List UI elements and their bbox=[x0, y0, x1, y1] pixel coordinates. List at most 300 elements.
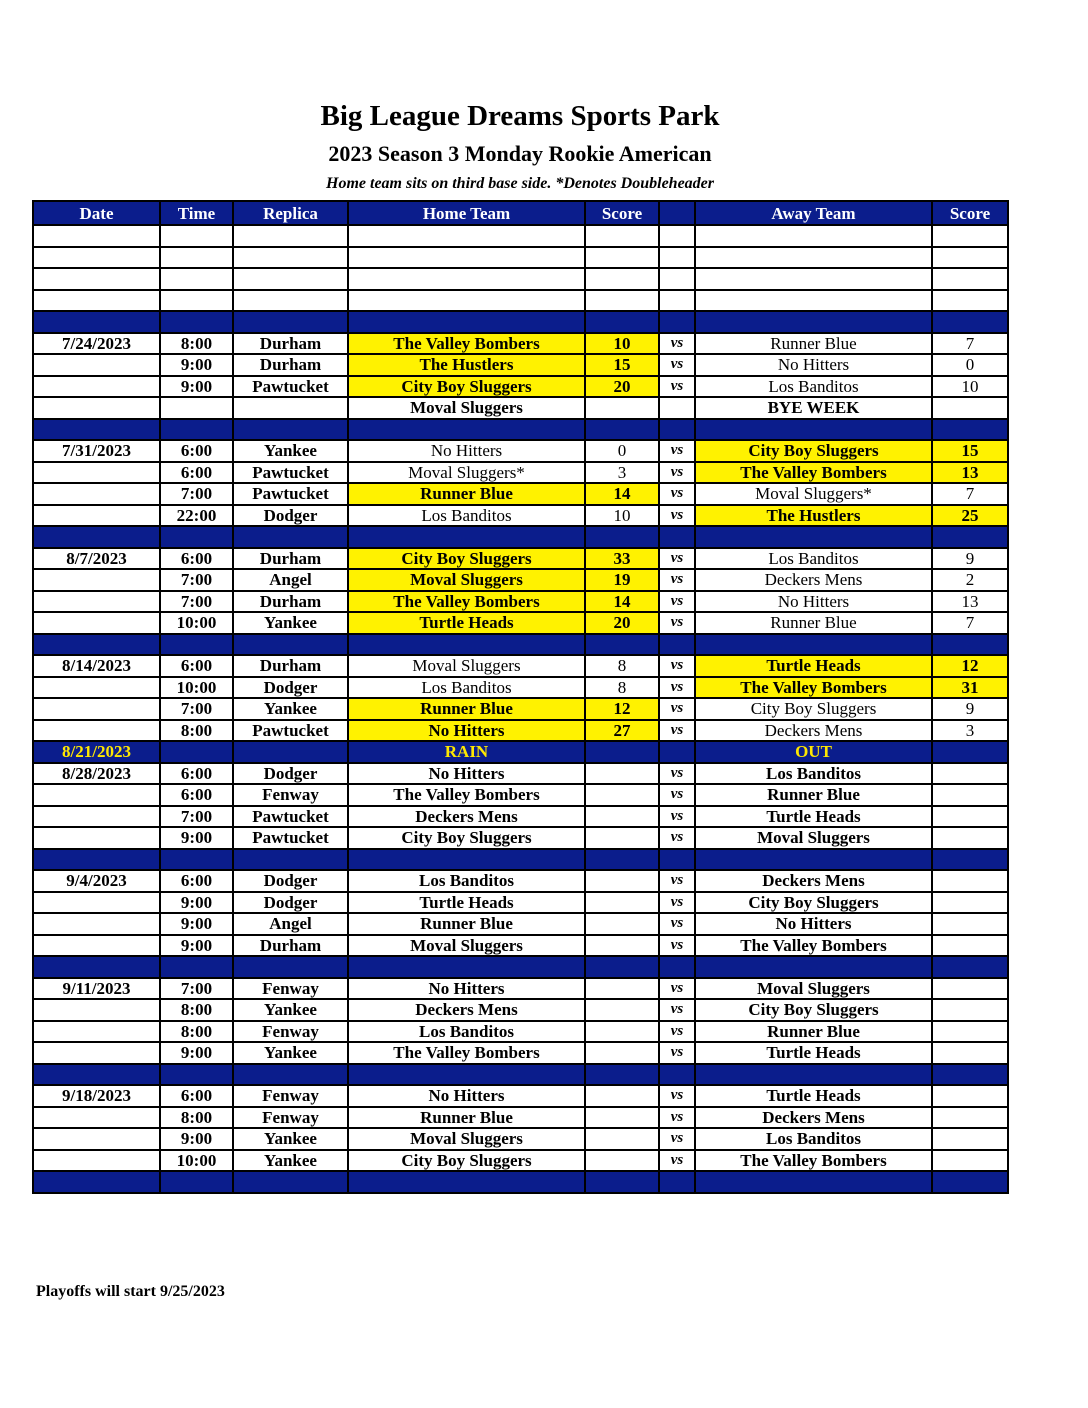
away-score-cell: 12 bbox=[932, 655, 1008, 677]
away-team-cell: Moval Sluggers* bbox=[695, 483, 932, 505]
date-cell bbox=[33, 806, 160, 828]
table-row bbox=[33, 935, 1008, 957]
away-team-cell bbox=[695, 247, 932, 269]
away-score-cell bbox=[932, 784, 1008, 806]
schedule-body bbox=[33, 225, 1008, 1193]
vs-cell: vs bbox=[659, 698, 695, 720]
home-team-cell: Turtle Heads bbox=[348, 612, 585, 634]
home-team-cell: The Hustlers bbox=[348, 354, 585, 376]
away-team-cell: City Boy Sluggers bbox=[695, 440, 932, 462]
vs-cell: vs bbox=[659, 999, 695, 1021]
empty-row bbox=[33, 225, 1008, 247]
field-cell: Angel bbox=[233, 569, 348, 591]
field-cell: Pawtucket bbox=[233, 376, 348, 398]
away-team-cell: No Hitters bbox=[695, 354, 932, 376]
time-cell bbox=[160, 956, 233, 978]
field-cell: Dodger bbox=[233, 677, 348, 699]
away-team-cell bbox=[695, 956, 932, 978]
field-cell: Yankee bbox=[233, 1150, 348, 1172]
time-cell: 9:00 bbox=[160, 892, 233, 914]
date-cell: 7/31/2023 bbox=[33, 440, 160, 462]
vs-cell: vs bbox=[659, 784, 695, 806]
table-row bbox=[33, 870, 1008, 892]
away-score-cell bbox=[932, 526, 1008, 548]
date-cell bbox=[33, 720, 160, 742]
table-row bbox=[33, 1150, 1008, 1172]
vs-cell: vs bbox=[659, 935, 695, 957]
home-team-cell: Los Banditos bbox=[348, 505, 585, 527]
date-cell bbox=[33, 1171, 160, 1193]
page-title: Big League Dreams Sports Park bbox=[320, 100, 720, 132]
home-team-cell bbox=[348, 225, 585, 247]
home-team-cell: City Boy Sluggers bbox=[348, 1150, 585, 1172]
table-row bbox=[33, 1107, 1008, 1129]
separator-row bbox=[33, 1171, 1008, 1193]
table-row bbox=[33, 462, 1008, 484]
away-team-cell: Deckers Mens bbox=[695, 569, 932, 591]
date-cell bbox=[33, 1064, 160, 1086]
field-cell bbox=[233, 849, 348, 871]
time-cell: 6:00 bbox=[160, 655, 233, 677]
date-cell bbox=[33, 225, 160, 247]
away-score-cell bbox=[932, 290, 1008, 312]
time-cell: 9:00 bbox=[160, 913, 233, 935]
separator-row bbox=[33, 634, 1008, 656]
time-cell: 9:00 bbox=[160, 827, 233, 849]
home-team-cell: City Boy Sluggers bbox=[348, 827, 585, 849]
date-cell bbox=[33, 612, 160, 634]
date-cell bbox=[33, 935, 160, 957]
home-team-cell: No Hitters bbox=[348, 763, 585, 785]
away-team-cell: No Hitters bbox=[695, 591, 932, 613]
date-cell bbox=[33, 1150, 160, 1172]
field-cell: Fenway bbox=[233, 1085, 348, 1107]
table-row bbox=[33, 784, 1008, 806]
time-cell: 7:00 bbox=[160, 591, 233, 613]
away-score-cell bbox=[932, 225, 1008, 247]
field-cell: Yankee bbox=[233, 698, 348, 720]
page-note: Home team sits on third base side. *Denotes Doubleheader bbox=[326, 175, 714, 192]
away-score-cell bbox=[932, 1042, 1008, 1064]
away-team-cell: Los Banditos bbox=[695, 376, 932, 398]
time-cell: 9:00 bbox=[160, 354, 233, 376]
away-team-cell: City Boy Sluggers bbox=[695, 698, 932, 720]
time-cell bbox=[160, 634, 233, 656]
field-cell: Durham bbox=[233, 655, 348, 677]
table-row bbox=[33, 376, 1008, 398]
away-team-cell: Turtle Heads bbox=[695, 1042, 932, 1064]
vs-cell: vs bbox=[659, 1107, 695, 1129]
field-cell: Durham bbox=[233, 333, 348, 355]
home-score-cell: 27 bbox=[585, 720, 659, 742]
home-score-cell: 8 bbox=[585, 655, 659, 677]
home-team-cell: Moval Sluggers bbox=[348, 397, 585, 419]
away-score-cell bbox=[932, 1171, 1008, 1193]
date-cell bbox=[33, 376, 160, 398]
away-score-cell: 7 bbox=[932, 483, 1008, 505]
date-cell: 8/14/2023 bbox=[33, 655, 160, 677]
away-score-cell: 9 bbox=[932, 548, 1008, 570]
home-team-cell bbox=[348, 268, 585, 290]
home-score-cell: 20 bbox=[585, 376, 659, 398]
date-cell bbox=[33, 913, 160, 935]
away-team-cell: Runner Blue bbox=[695, 784, 932, 806]
empty-row bbox=[33, 290, 1008, 312]
field-cell: Yankee bbox=[233, 1042, 348, 1064]
home-score-cell bbox=[585, 913, 659, 935]
field-cell: Pawtucket bbox=[233, 827, 348, 849]
home-team-cell: Deckers Mens bbox=[348, 999, 585, 1021]
away-score-cell bbox=[932, 1021, 1008, 1043]
away-score-cell bbox=[932, 806, 1008, 828]
home-team-cell: Los Banditos bbox=[348, 870, 585, 892]
table-row bbox=[33, 677, 1008, 699]
away-team-cell: Moval Sluggers bbox=[695, 978, 932, 1000]
table-row bbox=[33, 397, 1008, 419]
home-team-cell: The Valley Bombers bbox=[348, 333, 585, 355]
away-team-cell: City Boy Sluggers bbox=[695, 892, 932, 914]
field-cell: Fenway bbox=[233, 1021, 348, 1043]
date-cell bbox=[33, 634, 160, 656]
field-cell: Durham bbox=[233, 591, 348, 613]
time-cell: 6:00 bbox=[160, 870, 233, 892]
vs-cell: vs bbox=[659, 1021, 695, 1043]
home-score-cell: 15 bbox=[585, 354, 659, 376]
away-team-cell: Runner Blue bbox=[695, 333, 932, 355]
playoffs-note: Playoffs will start 9/25/2023 bbox=[36, 1283, 225, 1300]
away-score-cell: 2 bbox=[932, 569, 1008, 591]
date-cell: 8/28/2023 bbox=[33, 763, 160, 785]
away-score-cell bbox=[932, 268, 1008, 290]
away-team-cell: Deckers Mens bbox=[695, 720, 932, 742]
table-row bbox=[33, 892, 1008, 914]
field-cell bbox=[233, 526, 348, 548]
date-cell bbox=[33, 505, 160, 527]
vs-cell: vs bbox=[659, 1042, 695, 1064]
field-cell: Yankee bbox=[233, 440, 348, 462]
away-team-cell: Turtle Heads bbox=[695, 806, 932, 828]
home-score-cell bbox=[585, 806, 659, 828]
away-score-cell bbox=[932, 956, 1008, 978]
vs-cell: vs bbox=[659, 677, 695, 699]
home-team-cell: RAIN bbox=[348, 741, 585, 763]
home-team-cell bbox=[348, 1064, 585, 1086]
field-cell: Dodger bbox=[233, 892, 348, 914]
vs-cell: vs bbox=[659, 483, 695, 505]
vs-cell: vs bbox=[659, 806, 695, 828]
home-score-cell bbox=[585, 784, 659, 806]
away-team-cell bbox=[695, 526, 932, 548]
vs-cell: vs bbox=[659, 827, 695, 849]
home-team-cell: Runner Blue bbox=[348, 913, 585, 935]
date-cell bbox=[33, 591, 160, 613]
home-score-cell bbox=[585, 1150, 659, 1172]
vs-cell: vs bbox=[659, 870, 695, 892]
away-team-cell: Runner Blue bbox=[695, 612, 932, 634]
away-score-cell: 13 bbox=[932, 462, 1008, 484]
home-team-cell bbox=[348, 311, 585, 333]
field-cell: Yankee bbox=[233, 612, 348, 634]
field-cell: Durham bbox=[233, 354, 348, 376]
vs-cell bbox=[659, 311, 695, 333]
vs-cell: vs bbox=[659, 376, 695, 398]
vs-cell bbox=[659, 849, 695, 871]
time-cell bbox=[160, 526, 233, 548]
away-team-cell: No Hitters bbox=[695, 913, 932, 935]
away-score-cell bbox=[932, 870, 1008, 892]
home-team-cell: Runner Blue bbox=[348, 483, 585, 505]
time-cell: 6:00 bbox=[160, 784, 233, 806]
home-score-cell: 19 bbox=[585, 569, 659, 591]
page-subtitle: 2023 Season 3 Monday Rookie American bbox=[328, 141, 712, 166]
time-cell: 9:00 bbox=[160, 1042, 233, 1064]
field-cell bbox=[233, 741, 348, 763]
time-cell bbox=[160, 247, 233, 269]
away-team-cell: Turtle Heads bbox=[695, 655, 932, 677]
home-score-cell bbox=[585, 634, 659, 656]
vs-cell: vs bbox=[659, 354, 695, 376]
home-score-cell: 3 bbox=[585, 462, 659, 484]
away-team-cell: The Hustlers bbox=[695, 505, 932, 527]
field-cell bbox=[233, 225, 348, 247]
away-team-cell bbox=[695, 1171, 932, 1193]
home-team-cell bbox=[348, 634, 585, 656]
away-team-cell bbox=[695, 225, 932, 247]
home-team-cell: No Hitters bbox=[348, 720, 585, 742]
away-team-cell: City Boy Sluggers bbox=[695, 999, 932, 1021]
home-team-cell: Moval Sluggers bbox=[348, 569, 585, 591]
rainout-row bbox=[33, 741, 1008, 763]
home-score-cell bbox=[585, 1021, 659, 1043]
col-away-team: Away Team bbox=[695, 201, 932, 225]
home-team-cell: The Valley Bombers bbox=[348, 784, 585, 806]
date-cell bbox=[33, 1042, 160, 1064]
date-cell bbox=[33, 354, 160, 376]
vs-cell: vs bbox=[659, 462, 695, 484]
date-cell: 9/4/2023 bbox=[33, 870, 160, 892]
date-cell: 9/11/2023 bbox=[33, 978, 160, 1000]
away-team-cell: The Valley Bombers bbox=[695, 1150, 932, 1172]
time-cell: 9:00 bbox=[160, 1128, 233, 1150]
field-cell bbox=[233, 247, 348, 269]
home-score-cell bbox=[585, 978, 659, 1000]
away-score-cell bbox=[932, 634, 1008, 656]
home-score-cell bbox=[585, 1042, 659, 1064]
away-score-cell: 9 bbox=[932, 698, 1008, 720]
home-team-cell: Los Banditos bbox=[348, 677, 585, 699]
time-cell bbox=[160, 397, 233, 419]
time-cell: 7:00 bbox=[160, 978, 233, 1000]
away-score-cell bbox=[932, 999, 1008, 1021]
date-cell bbox=[33, 268, 160, 290]
date-cell bbox=[33, 483, 160, 505]
date-cell bbox=[33, 677, 160, 699]
time-cell: 8:00 bbox=[160, 999, 233, 1021]
date-cell bbox=[33, 784, 160, 806]
field-cell: Angel bbox=[233, 913, 348, 935]
away-team-cell: Runner Blue bbox=[695, 1021, 932, 1043]
away-score-cell bbox=[932, 1128, 1008, 1150]
date-cell bbox=[33, 311, 160, 333]
time-cell: 22:00 bbox=[160, 505, 233, 527]
field-cell: Dodger bbox=[233, 870, 348, 892]
time-cell: 8:00 bbox=[160, 720, 233, 742]
field-cell: Pawtucket bbox=[233, 462, 348, 484]
table-row bbox=[33, 591, 1008, 613]
home-team-cell bbox=[348, 419, 585, 441]
away-team-cell bbox=[695, 849, 932, 871]
separator-row bbox=[33, 956, 1008, 978]
vs-cell: vs bbox=[659, 720, 695, 742]
away-score-cell bbox=[932, 419, 1008, 441]
away-score-cell bbox=[932, 1064, 1008, 1086]
date-cell bbox=[33, 956, 160, 978]
time-cell bbox=[160, 290, 233, 312]
col-vs bbox=[659, 201, 695, 225]
field-cell bbox=[233, 397, 348, 419]
field-cell: Yankee bbox=[233, 1128, 348, 1150]
home-team-cell: Turtle Heads bbox=[348, 892, 585, 914]
time-cell: 10:00 bbox=[160, 612, 233, 634]
away-score-cell bbox=[932, 1107, 1008, 1129]
time-cell: 6:00 bbox=[160, 440, 233, 462]
home-team-cell: City Boy Sluggers bbox=[348, 376, 585, 398]
home-score-cell bbox=[585, 827, 659, 849]
table-row bbox=[33, 548, 1008, 570]
table-row bbox=[33, 806, 1008, 828]
time-cell bbox=[160, 419, 233, 441]
home-team-cell: Moval Sluggers bbox=[348, 655, 585, 677]
time-cell bbox=[160, 741, 233, 763]
vs-cell bbox=[659, 1064, 695, 1086]
date-cell bbox=[33, 1107, 160, 1129]
field-cell bbox=[233, 311, 348, 333]
home-score-cell bbox=[585, 935, 659, 957]
home-score-cell bbox=[585, 956, 659, 978]
home-score-cell: 10 bbox=[585, 505, 659, 527]
home-team-cell: City Boy Sluggers bbox=[348, 548, 585, 570]
away-score-cell bbox=[932, 1085, 1008, 1107]
home-score-cell bbox=[585, 849, 659, 871]
home-score-cell bbox=[585, 763, 659, 785]
vs-cell: vs bbox=[659, 763, 695, 785]
home-score-cell bbox=[585, 526, 659, 548]
away-team-cell: Turtle Heads bbox=[695, 1085, 932, 1107]
away-score-cell bbox=[932, 247, 1008, 269]
away-team-cell: Deckers Mens bbox=[695, 870, 932, 892]
time-cell: 7:00 bbox=[160, 806, 233, 828]
col-time: Time bbox=[160, 201, 233, 225]
away-team-cell bbox=[695, 1064, 932, 1086]
away-score-cell: 3 bbox=[932, 720, 1008, 742]
vs-cell: vs bbox=[659, 913, 695, 935]
away-team-cell: Los Banditos bbox=[695, 1128, 932, 1150]
time-cell: 10:00 bbox=[160, 1150, 233, 1172]
time-cell: 6:00 bbox=[160, 462, 233, 484]
home-score-cell bbox=[585, 870, 659, 892]
vs-cell bbox=[659, 741, 695, 763]
table-row bbox=[33, 1042, 1008, 1064]
home-score-cell bbox=[585, 419, 659, 441]
home-score-cell bbox=[585, 741, 659, 763]
home-score-cell: 14 bbox=[585, 483, 659, 505]
time-cell: 6:00 bbox=[160, 548, 233, 570]
away-score-cell: 13 bbox=[932, 591, 1008, 613]
time-cell bbox=[160, 1064, 233, 1086]
away-team-cell: Los Banditos bbox=[695, 763, 932, 785]
field-cell bbox=[233, 290, 348, 312]
table-row bbox=[33, 720, 1008, 742]
away-team-cell bbox=[695, 419, 932, 441]
time-cell: 6:00 bbox=[160, 1085, 233, 1107]
field-cell bbox=[233, 956, 348, 978]
field-cell: Fenway bbox=[233, 978, 348, 1000]
home-team-cell bbox=[348, 956, 585, 978]
vs-cell: vs bbox=[659, 333, 695, 355]
home-team-cell: No Hitters bbox=[348, 978, 585, 1000]
table-row bbox=[33, 333, 1008, 355]
separator-row bbox=[33, 311, 1008, 333]
time-cell: 8:00 bbox=[160, 1021, 233, 1043]
home-team-cell: Moval Sluggers bbox=[348, 935, 585, 957]
away-team-cell: Moval Sluggers bbox=[695, 827, 932, 849]
table-row bbox=[33, 655, 1008, 677]
away-team-cell: Deckers Mens bbox=[695, 1107, 932, 1129]
home-team-cell: Moval Sluggers* bbox=[348, 462, 585, 484]
home-score-cell: 20 bbox=[585, 612, 659, 634]
home-score-cell bbox=[585, 1128, 659, 1150]
field-cell: Fenway bbox=[233, 784, 348, 806]
table-row bbox=[33, 612, 1008, 634]
vs-cell bbox=[659, 1171, 695, 1193]
vs-cell bbox=[659, 526, 695, 548]
home-score-cell bbox=[585, 225, 659, 247]
home-score-cell: 14 bbox=[585, 591, 659, 613]
away-score-cell bbox=[932, 935, 1008, 957]
away-team-cell: BYE WEEK bbox=[695, 397, 932, 419]
table-row bbox=[33, 569, 1008, 591]
home-score-cell bbox=[585, 1085, 659, 1107]
home-team-cell: Deckers Mens bbox=[348, 806, 585, 828]
home-score-cell bbox=[585, 247, 659, 269]
date-cell: 8/7/2023 bbox=[33, 548, 160, 570]
vs-cell: vs bbox=[659, 569, 695, 591]
away-score-cell bbox=[932, 741, 1008, 763]
vs-cell bbox=[659, 290, 695, 312]
empty-row bbox=[33, 247, 1008, 269]
home-team-cell: Los Banditos bbox=[348, 1021, 585, 1043]
table-row bbox=[33, 1128, 1008, 1150]
vs-cell: vs bbox=[659, 978, 695, 1000]
home-score-cell bbox=[585, 1107, 659, 1129]
away-team-cell: The Valley Bombers bbox=[695, 935, 932, 957]
away-team-cell bbox=[695, 311, 932, 333]
vs-cell bbox=[659, 247, 695, 269]
field-cell: Dodger bbox=[233, 505, 348, 527]
col-home-score: Score bbox=[585, 201, 659, 225]
field-cell: Dodger bbox=[233, 763, 348, 785]
home-team-cell: The Valley Bombers bbox=[348, 1042, 585, 1064]
field-cell: Yankee bbox=[233, 999, 348, 1021]
field-cell bbox=[233, 634, 348, 656]
away-score-cell bbox=[932, 892, 1008, 914]
away-team-cell bbox=[695, 634, 932, 656]
home-score-cell bbox=[585, 892, 659, 914]
vs-cell bbox=[659, 225, 695, 247]
date-cell bbox=[33, 462, 160, 484]
vs-cell bbox=[659, 397, 695, 419]
home-team-cell: No Hitters bbox=[348, 440, 585, 462]
